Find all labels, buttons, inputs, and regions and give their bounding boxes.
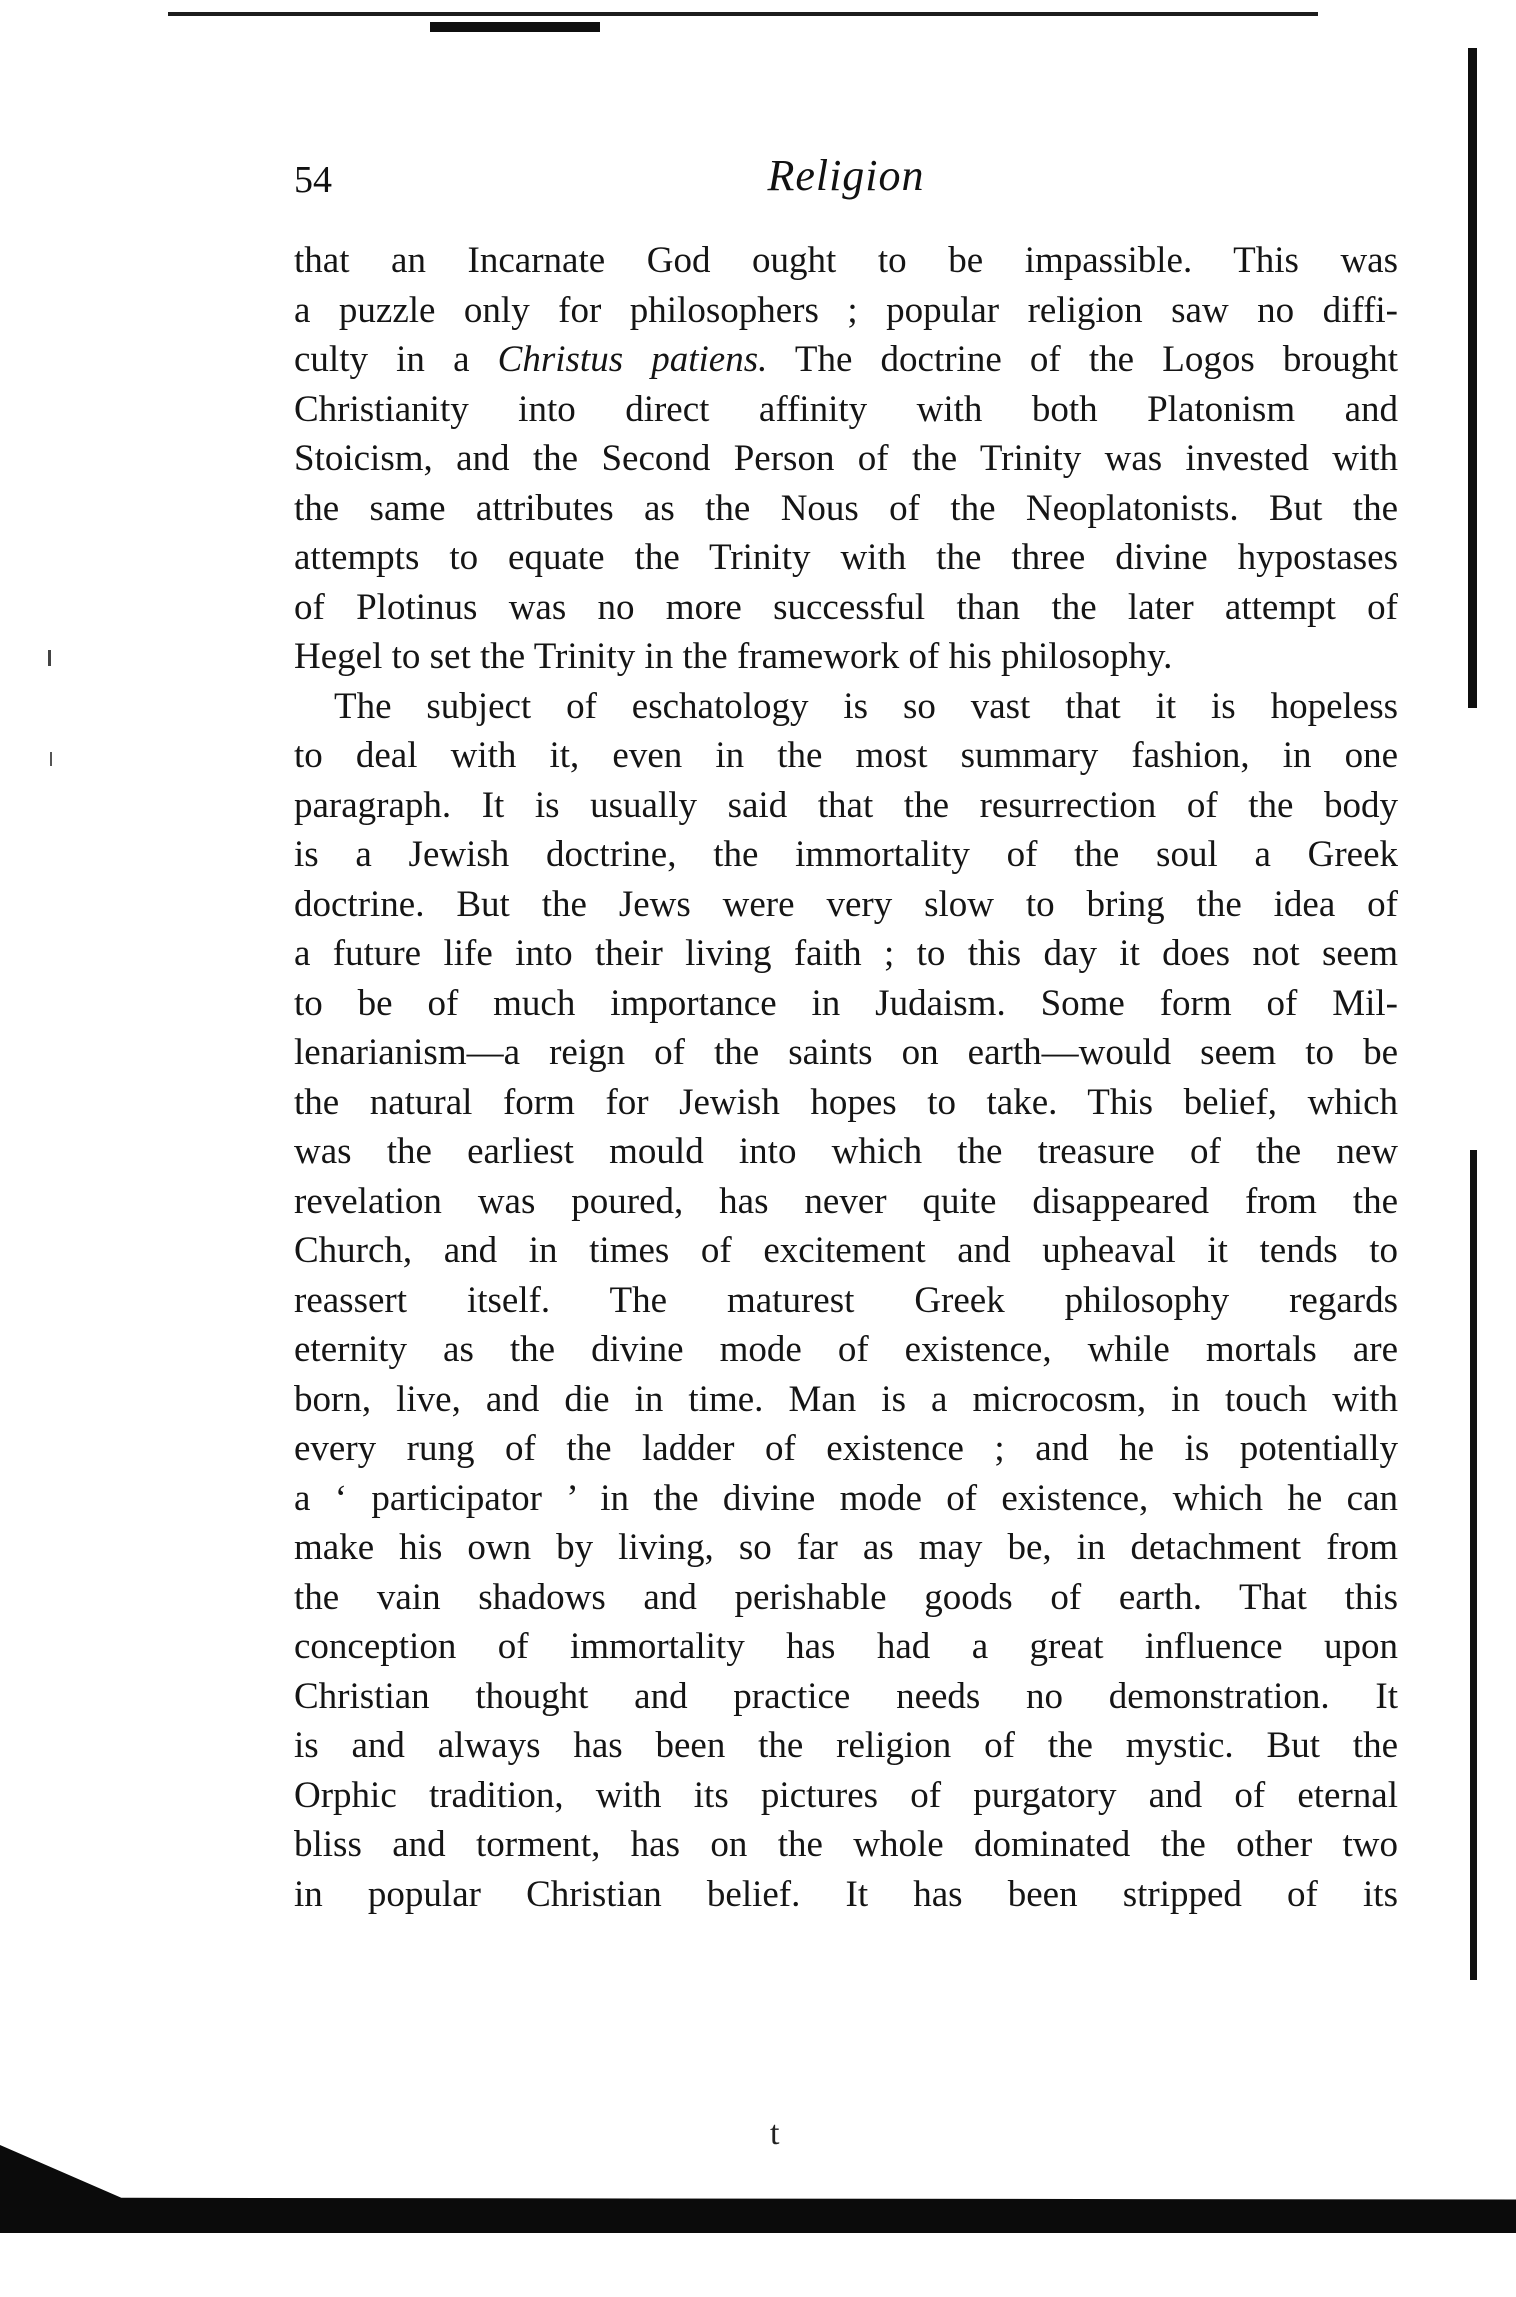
text-line: in popular Christian belief. It has been stripped of its [294,1873,1398,1915]
text-line [294,335,1398,385]
scan-border-bottom [0,2145,1516,2233]
italic-phrase: Christus patiens. [497,339,768,380]
text-line: a ‘ participator ’ in the divine mode of existence, which he can [294,1477,1398,1519]
signature-mark: t [770,2115,780,2152]
text-line: bliss and torment, has on the whole dominated the other two [294,1824,1398,1865]
text-line: to be of much importance in Judaism. Some form of Mil- [294,982,1398,1024]
text-line: Church, and in times of excitement and upheaval it tends to [294,1230,1398,1271]
text-line: of Plotinus was no more successful than the later attempt of [294,586,1398,628]
text-line: the vain shadows and perishable goods of earth. That this [294,1576,1398,1618]
text-line: was the earliest mould into which the treasure of the new [294,1131,1398,1172]
text-line: that an Incarnate God ought to be impassible. This was [294,240,1398,281]
text-line: attempts to equate the Trinity with the three divine hypostases [294,537,1398,578]
scan-border-right-lower [1470,1150,1477,1980]
text-line: the natural form for Jewish hopes to take. This belief, which [294,1081,1398,1123]
text-line: paragraph. It is usually said that the resurrection of the body [294,784,1398,826]
text-line: to deal with it, even in the most summary fashion, in one [294,735,1398,776]
scan-border-right [1468,48,1477,708]
text-line: a future life into their living faith ; to this day it does not seem [294,933,1398,974]
text-line: every rung of the ladder of existence ; and he is potentially [294,1428,1398,1469]
text-fragment: culty in a [294,339,470,380]
page-header [294,150,1398,214]
text-line: make his own by living, so far as may be, in detachment from [294,1527,1398,1568]
text-line: Christian thought and practice needs no demonstration. It [294,1675,1398,1717]
text-line: reassert itself. The maturest Greek philosophy regards [294,1279,1398,1321]
text-fragment: The doctrine of the Logos brought [794,339,1398,380]
text-line: born, live, and die in time. Man is a microcosm, in touch with [294,1378,1398,1420]
text-line: Orphic tradition, with its pictures of purgatory and of eternal [294,1774,1398,1816]
text-line: revelation was poured, has never quite disappeared from the [294,1180,1398,1222]
text-line: doctrine. But the Jews were very slow to bring the idea of [294,883,1398,925]
running-title: Religion [767,151,925,200]
scan-speck [48,650,51,666]
text-line: Hegel to set the Trinity in the framework of his philosophy. [294,636,1173,677]
page-number: 54 [294,159,332,201]
scan-speck [50,752,52,766]
text-line: is a Jewish doctrine, the immortality of the soul a Greek [294,834,1398,875]
text-line: the same attributes as the Nous of the Neoplatonists. But the [294,487,1398,529]
text-line: conception of immortality has had a great influence upon [294,1626,1398,1667]
text-line: Christianity into direct affinity with both Platonism and [294,388,1398,430]
text-line: lenarianism—a reign of the saints on earth—would seem to be [294,1032,1398,1073]
text-line: eternity as the divine mode of existence, while mortals are [294,1329,1398,1370]
scan-border-top [168,12,1318,16]
text-line: a puzzle only for philosophers ; popular religion saw no diffi- [294,289,1398,331]
text-line: Stoicism, and the Second Person of the Trinity was invested with [294,438,1398,479]
scan-border-top-thick [430,22,600,32]
text-line: is and always has been the religion of the mystic. But the [294,1725,1398,1766]
text-line: The subject of eschatology is so vast that it is hopeless [334,685,1398,727]
body-text [294,236,1398,1919]
